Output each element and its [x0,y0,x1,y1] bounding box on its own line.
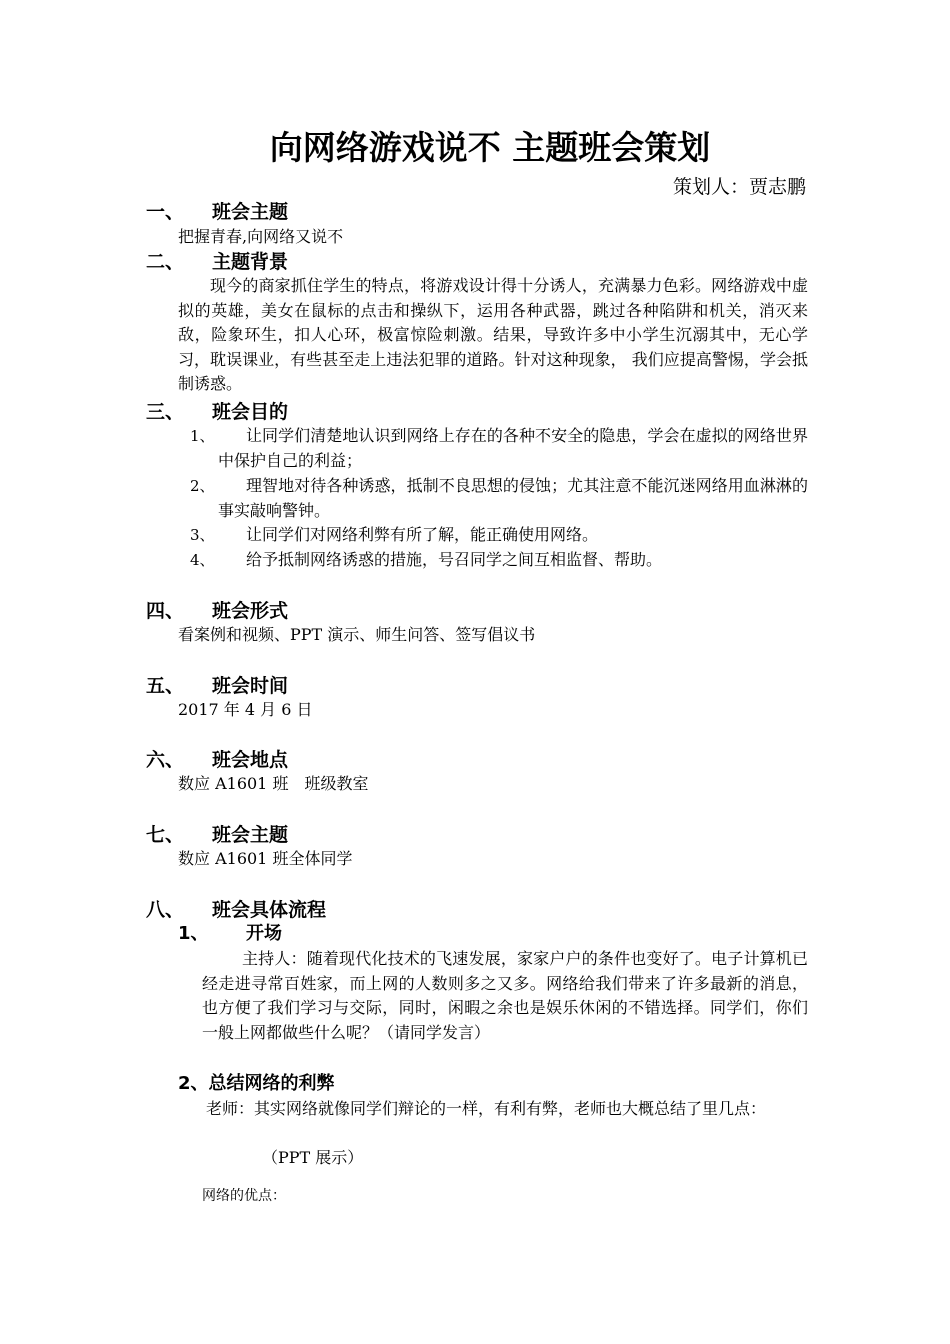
section-6-content: 数应 A1601 班 班级教室 [178,774,369,793]
purpose-item-1-number: 1、 [190,427,215,445]
section-4-content: 看案例和视频、PPT 演示、师生问答、签写倡议书 [178,625,536,644]
section-5-title: 班会时间 [212,675,289,697]
section-5-number: 五、 [146,675,185,697]
step-2-paragraph: 老师：其实网络就像同学们辩论的一样，有利有弊，老师也大概总结了里几点： [206,1099,767,1118]
step-1-paragraph: 主持人：随着现代化技术的飞速发展，家家户户的条件也变好了。电子计算机已经走进寻常百姓家，而上网的人数则多之又多。网络给我们带来了许多最新的消息，也方便了我们学习与交际，同时，闲暇之余也是娱乐休闲的不错选择。同学们，你们一般上网都做些什么呢？（请同学发言） [202,949,808,1042]
section-7-number: 七、 [146,824,185,846]
step-2-title: 2、总结网络的利弊 [178,1073,335,1094]
purpose-item-2-text: 理智地对待各种诱惑，抵制不良思想的侵蚀；尤其注意不能沉迷网络用血淋淋的事实敲响警钟。 [218,476,808,520]
purpose-item-3-number: 3、 [190,526,215,544]
purpose-item-1-text: 让同学们清楚地认识到网络上存在的各种不安全的隐患，学会在虚拟的网络世界中保护自己的利益； [218,426,808,470]
step-1-number: 1、 [178,923,209,944]
section-4-title: 班会形式 [212,600,289,622]
purpose-item-4-number: 4、 [190,551,215,569]
section-7-content: 数应 A1601 班全体同学 [178,849,353,868]
section-8-title: 班会具体流程 [212,899,327,921]
section-2-title: 主题背景 [212,251,289,273]
section-1-number: 一、 [146,201,185,223]
section-2-number: 二、 [146,251,185,273]
section-3-number: 三、 [146,401,185,423]
section-1-content: 把握青春,向网络又说不 [178,227,344,246]
step-2-note: （PPT 展示） [262,1148,364,1167]
section-4-number: 四、 [146,600,185,622]
step-2-footer: 网络的优点： [202,1188,286,1204]
step-1-title: 开场 [246,923,282,944]
section-2-paragraph: 现今的商家抓住学生的特点，将游戏设计得十分诱人，充满暴力色彩。网络游戏中虚拟的英雄，美女在鼠标的点击和操纵下，运用各种武器，跳过各种陷阱和机关，消灭来敌，险象环生，扣人心环，极富惊险刺激。结果，导致许多中小学生沉溺其中，无心学习，耽误课业，有些甚至走上违法犯罪的道路。针对这种现象， 我们应提高警惕，学会抵制诱惑。 [178,276,808,394]
section-1-title: 班会主题 [212,201,289,223]
section-8-number: 八、 [146,899,185,921]
section-7-title: 班会主题 [212,824,289,846]
purpose-item-3-text: 让同学们对网络利弊有所了解，能正确使用网络。 [246,525,599,544]
document-title: 向网络游戏说不 主题班会策划 [269,128,711,167]
author-line: 策划人：贾志鹏 [672,176,806,198]
section-3-title: 班会目的 [212,401,289,423]
purpose-item-4-text: 给予抵制网络诱惑的措施，号召同学之间互相监督、帮助。 [246,550,663,569]
section-6-number: 六、 [146,749,185,771]
purpose-item-2-number: 2、 [190,477,215,495]
section-5-content: 2017 年 4 月 6 日 [178,700,313,719]
section-6-title: 班会地点 [212,749,289,771]
